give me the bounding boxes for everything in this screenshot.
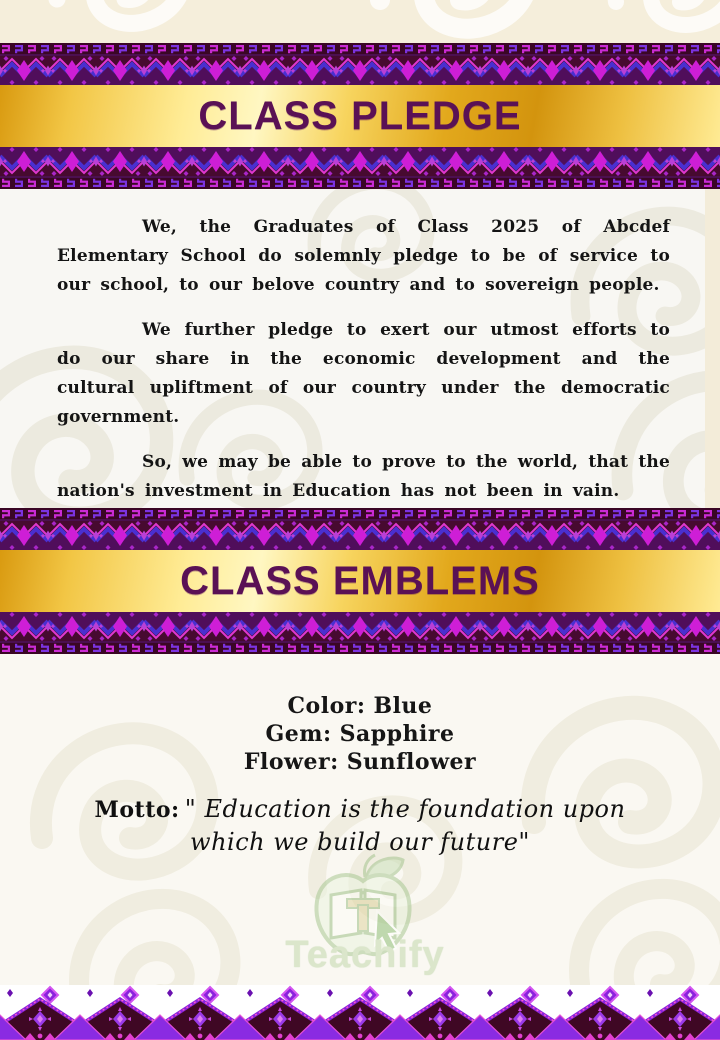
gold-ribbon — [0, 85, 720, 147]
emblem-gem-label: Gem: — [265, 721, 332, 747]
teachify-watermark — [280, 852, 450, 988]
emblem-flower-line — [0, 748, 720, 776]
emblem-color-line — [0, 692, 720, 720]
motto-label: Motto: — [94, 797, 180, 823]
pledge-banner-title: CLASS PLEDGE — [198, 93, 522, 138]
ikat-border — [0, 176, 720, 189]
ikat-border — [0, 641, 720, 654]
ikat-border — [0, 147, 720, 176]
motto-text: " Education is the foundation upon which we build our future" — [184, 795, 626, 856]
emblem-flower-label: Flower: — [243, 749, 339, 775]
emblem-color-label: Color: — [287, 693, 366, 719]
ikat-border — [0, 56, 720, 85]
bottom-ikat-border — [0, 985, 720, 1040]
gold-ribbon — [0, 550, 720, 612]
motto — [60, 794, 660, 860]
teachify-brand-text: Teachify — [285, 934, 445, 976]
ikat-border — [0, 508, 720, 521]
emblems-banner — [0, 508, 720, 654]
emblem-color-value: Blue — [373, 693, 433, 719]
pledge-section — [0, 189, 720, 508]
pledge-paragraph: So, we may be able to prove to the world, that the nation's investment in Education has not been in vain. — [57, 452, 670, 501]
emblems-banner-title: CLASS EMBLEMS — [180, 558, 540, 603]
emblem-flower-value: Sunflower — [346, 749, 477, 775]
emblem-gem-line — [0, 720, 720, 748]
ikat-border — [0, 43, 720, 56]
right-margin-strip — [705, 189, 720, 508]
pledge-paragraph: We further pledge to exert our utmost efforts to do our share in the economic development and the cultural upliftment of our country under the democratic government. — [57, 320, 670, 427]
emblem-list — [0, 692, 720, 776]
pledge-banner — [0, 43, 720, 189]
emblem-gem-value: Sapphire — [339, 721, 455, 747]
ikat-border — [0, 612, 720, 641]
ikat-border — [0, 521, 720, 550]
pledge-paragraph: We, the Graduates of Class 2025 of Abcdef Elementary School do solemnly pledge to be of service to our school, to our belove country and to sovereign people. — [57, 217, 670, 295]
